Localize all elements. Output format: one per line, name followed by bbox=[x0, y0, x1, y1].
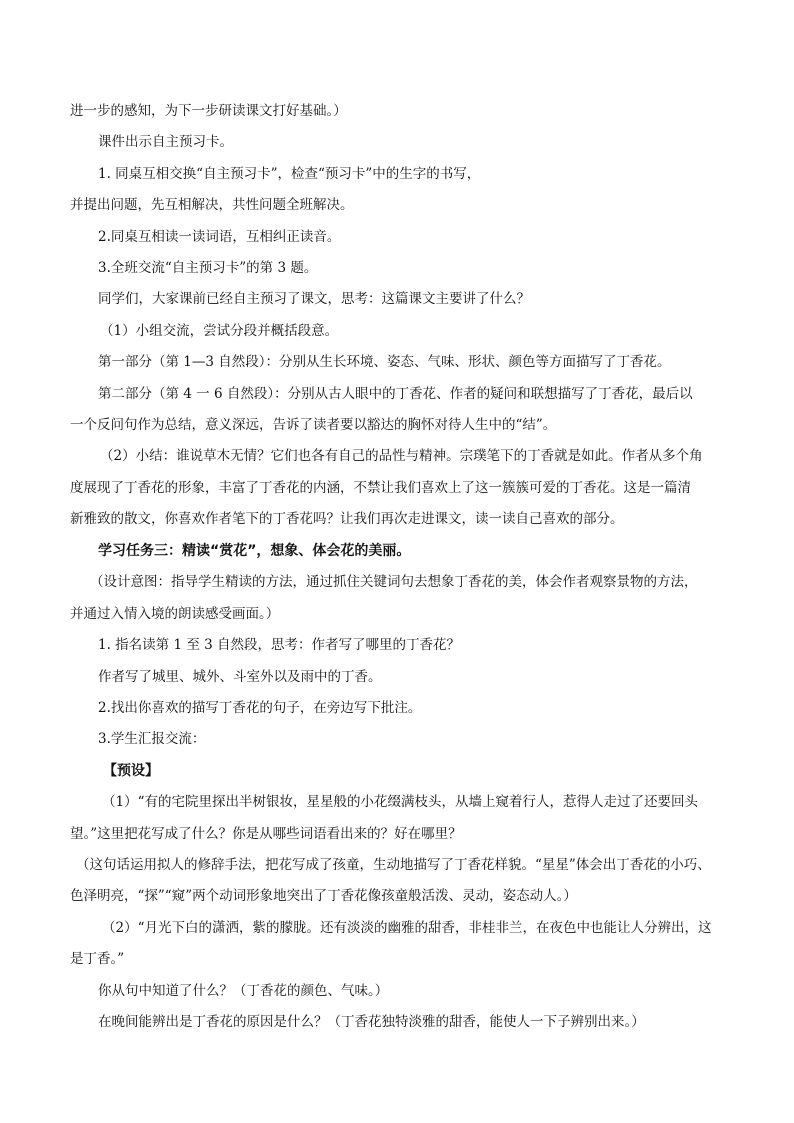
text-line: 1. 同桌互相交换“自主预习卡”，检查“预习卡”中的生字的书写， bbox=[98, 166, 481, 182]
text-line: （设计意图：指导学生精读的方法，通过抓住关键词句去想象丁香花的美，体会作者观察景物的方法， bbox=[90, 574, 698, 590]
text-line: 第二部分（第 4 一 6 自然段）：分别从古人眼中的丁香花、作者的疑问和联想描写了丁香花，最后以 bbox=[98, 386, 693, 402]
text-line: （2）小结：谁说草木无情？它们也各有自己的品性与精神。宗璞笔下的丁香就是如此。作者从多个角 bbox=[100, 448, 703, 464]
text-line: 一个反问句作为总结，意义深远，告诉了读者要以豁达的胸怀对待人生中的“结”。 bbox=[70, 417, 557, 433]
section-heading: 学习任务三：精读“赏花”，想象、体会花的美丽。 bbox=[98, 543, 411, 559]
text-line: 课件出示自主预习卡。 bbox=[98, 134, 233, 150]
text-line: 望。”这里把花写成了什么？你是从哪些词语看出来的？好在哪里？ bbox=[70, 826, 462, 842]
text-line: （这句话运用拟人的修辞手法，把花写成了孩童，生动地描写了丁香花样貌。“星星”体会出丁香花的小巧、 bbox=[76, 857, 711, 873]
text-line: （1）“有的宅院里探出半树银妆，星星般的小花缀满枝头，从墙上窥着行人，惹得人走过了还要回头 bbox=[102, 794, 698, 810]
text-line: 度展现了丁香花的形象，丰富了丁香花的内涵，不禁让我们喜欢上了这一簇簇可爱的丁香花。这是一篇清 bbox=[70, 480, 691, 496]
text-line: 2.同桌互相读一读词语，互相纠正读音。 bbox=[98, 229, 341, 245]
text-line: （1）小组交流，尝试分段并概括段意。 bbox=[100, 323, 339, 339]
text-line: 第一部分（第 1—3 自然段）：分别从生长环境、姿态、气味、形状、颜色等方面描写了丁香花。 bbox=[98, 354, 671, 370]
text-line: 是丁香。” bbox=[70, 951, 125, 967]
text-line: 并提出问题，先互相解决，共性问题全班解决。 bbox=[70, 197, 354, 213]
text-line: 3.学生汇报交流： bbox=[98, 731, 206, 747]
text-line: 新雅致的散文，你喜欢作者笔下的丁香花吗？让我们再次走进课文，读一读自己喜欢的部分。 bbox=[70, 511, 624, 527]
text-line: 并通过入情入境的朗读感受画面。） bbox=[70, 606, 280, 622]
text-line: 2.找出你喜欢的描写丁香花的句子，在旁边写下批注。 bbox=[98, 700, 422, 716]
text-line: 1. 指名读第 1 至 3 自然段，思考：作者写了哪里的丁香花？ bbox=[98, 637, 461, 653]
text-line: 色泽明亮，“探”“窥”两个动词形象地突出了丁香花像孩童般活泼、灵动，姿态动人。） bbox=[70, 888, 577, 904]
text-line: 3.全班交流“自主预习卡”的第 3 题。 bbox=[98, 260, 318, 276]
text-line: 作者写了城里、城外、斗室外以及雨中的丁香。 bbox=[98, 669, 382, 685]
text-line: 在晚间能辨出是丁香花的原因是什么？（丁香花独特淡雅的甜香，能使人一下子辨别出来。） bbox=[98, 1014, 645, 1030]
text-line: 你从句中知道了什么？（丁香花的颜色、气味。） bbox=[98, 983, 389, 999]
text-line: 进一步的感知，为下一步研读课文打好基础。） bbox=[70, 103, 347, 119]
text-line: 同学们，大家课前已经自主预习了课文，思考：这篇课文主要讲了什么？ bbox=[98, 291, 530, 307]
preset-label: 【预设】 bbox=[103, 763, 159, 779]
text-line: （2）“月光下白的潇洒，紫的朦胧。还有淡淡的幽雅的甜香，非桂非兰，在夜色中也能让人分辨出，这 bbox=[102, 920, 712, 936]
